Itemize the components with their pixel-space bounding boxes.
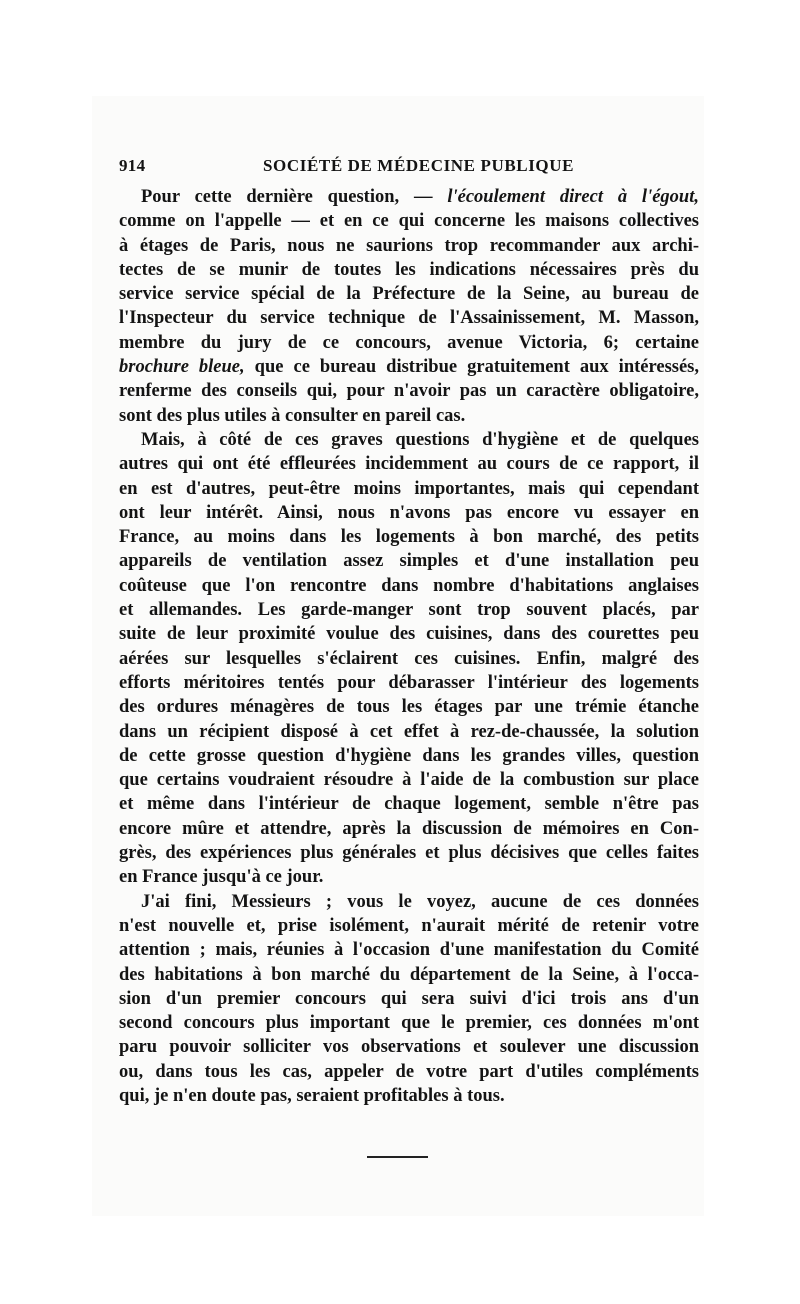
italic-phrase: l'écoulement direct à l'égout,: [447, 187, 699, 207]
text-line: sion d'un premier concours qui sera suivi d'ici trois ans d'un: [119, 988, 699, 1009]
text-line: de cette grosse question d'hygiène dans les grandes villes, question: [119, 745, 699, 766]
text-line: grès, des expériences plus générales et plus décisives que celles faites: [119, 843, 699, 864]
text-line: dans un récipient disposé à cet effet à rez-de-chaussée, la solution: [119, 721, 699, 742]
text-line: qui, je n'en doute pas, seraient profitables à tous.: [119, 1085, 505, 1106]
text-line: efforts méritoires tentés pour débarasser l'intérieur des logements: [119, 672, 699, 693]
text-line: appareils de ventilation assez simples et d'une installation peu: [119, 551, 699, 572]
page-header: [119, 156, 699, 180]
text-line: second concours plus important que le premier, ces données m'ont: [119, 1013, 699, 1034]
text-line: l'Inspecteur du service technique de l'Assainissement, M. Masson,: [119, 308, 699, 329]
text-line: en est d'autres, peut-être moins importantes, mais qui cependant: [119, 478, 699, 499]
text-line: des habitations à bon marché du département de la Seine, à l'occa-: [119, 964, 699, 985]
text-line: encore mûre et attendre, après la discussion de mémoires en Con-: [119, 818, 699, 839]
text-line: ont leur intérêt. Ainsi, nous n'avons pas encore vu essayer en: [119, 502, 699, 523]
text-line: coûteuse que l'on rencontre dans nombre d'habitations anglaises: [119, 575, 699, 596]
text-line: paru pouvoir solliciter vos observations et soulever une discussion: [119, 1037, 699, 1058]
text-line: service service spécial de la Préfecture de la Seine, au bureau de: [119, 284, 699, 305]
text-line: France, au moins dans les logements à bon marché, des petits: [119, 527, 699, 548]
text-line: membre du jury de ce concours, avenue Victoria, 6; certaine: [119, 332, 699, 353]
text-line: sont des plus utiles à consulter en pareil cas.: [119, 405, 466, 426]
text-line: n'est nouvelle et, prise isolément, n'aurait mérité de retenir votre: [119, 915, 699, 936]
text-line: renferme des conseils qui, pour n'avoir pas un caractère obligatoire,: [119, 381, 699, 402]
text-line: suite de leur proximité voulue des cuisines, dans des courettes peu: [119, 624, 699, 645]
text-line: brochure bleue, que ce bureau distribue gratuitement aux intéressés,: [119, 357, 700, 378]
text-line: ou, dans tous les cas, appeler de votre part d'utiles compléments: [119, 1061, 699, 1082]
text-line: et même dans l'intérieur de chaque logement, semble n'être pas: [119, 794, 699, 815]
text-line: à étages de Paris, nous ne saurions trop recommander aux archi-: [119, 235, 699, 256]
italic-phrase: brochure bleue,: [119, 357, 245, 378]
text-line: des ordures ménagères de tous les étages par une trémie étanche: [119, 697, 699, 718]
text-line: et allemandes. Les garde-manger sont trop souvent placés, par: [119, 600, 699, 621]
text-line: J'ai fini, Messieurs ; vous le voyez, aucune de ces données: [141, 891, 699, 912]
text-line: que certains voudraient résoudre à l'aide de la combustion sur place: [119, 770, 699, 791]
page-number: 914: [119, 156, 146, 175]
running-title: SOCIÉTÉ DE MÉDECINE PUBLIQUE: [263, 156, 575, 175]
text-line: en France jusqu'à ce jour.: [119, 867, 324, 888]
text-line: attention ; mais, réunies à l'occasion d'une manifestation du Comité: [119, 940, 699, 961]
text-line: tectes de se munir de toutes les indications nécessaires près du: [119, 259, 699, 280]
text-line: autres qui ont été effleurées incidemment au cours de ce rapport, il: [119, 454, 699, 475]
section-end-rule: [367, 1156, 428, 1158]
text-line: aérées sur lesquelles s'éclairent ces cuisines. Enfin, malgré des: [119, 648, 699, 669]
text-line: Pour cette dernière question, — l'écoulement direct à l'égout,: [141, 187, 699, 207]
text-line: Mais, à côté de ces graves questions d'hygiène et de quelques: [141, 429, 699, 450]
text-line: comme on l'appelle — et en ce qui concerne les maisons collectives: [119, 211, 699, 232]
body-text: [119, 185, 699, 1108]
